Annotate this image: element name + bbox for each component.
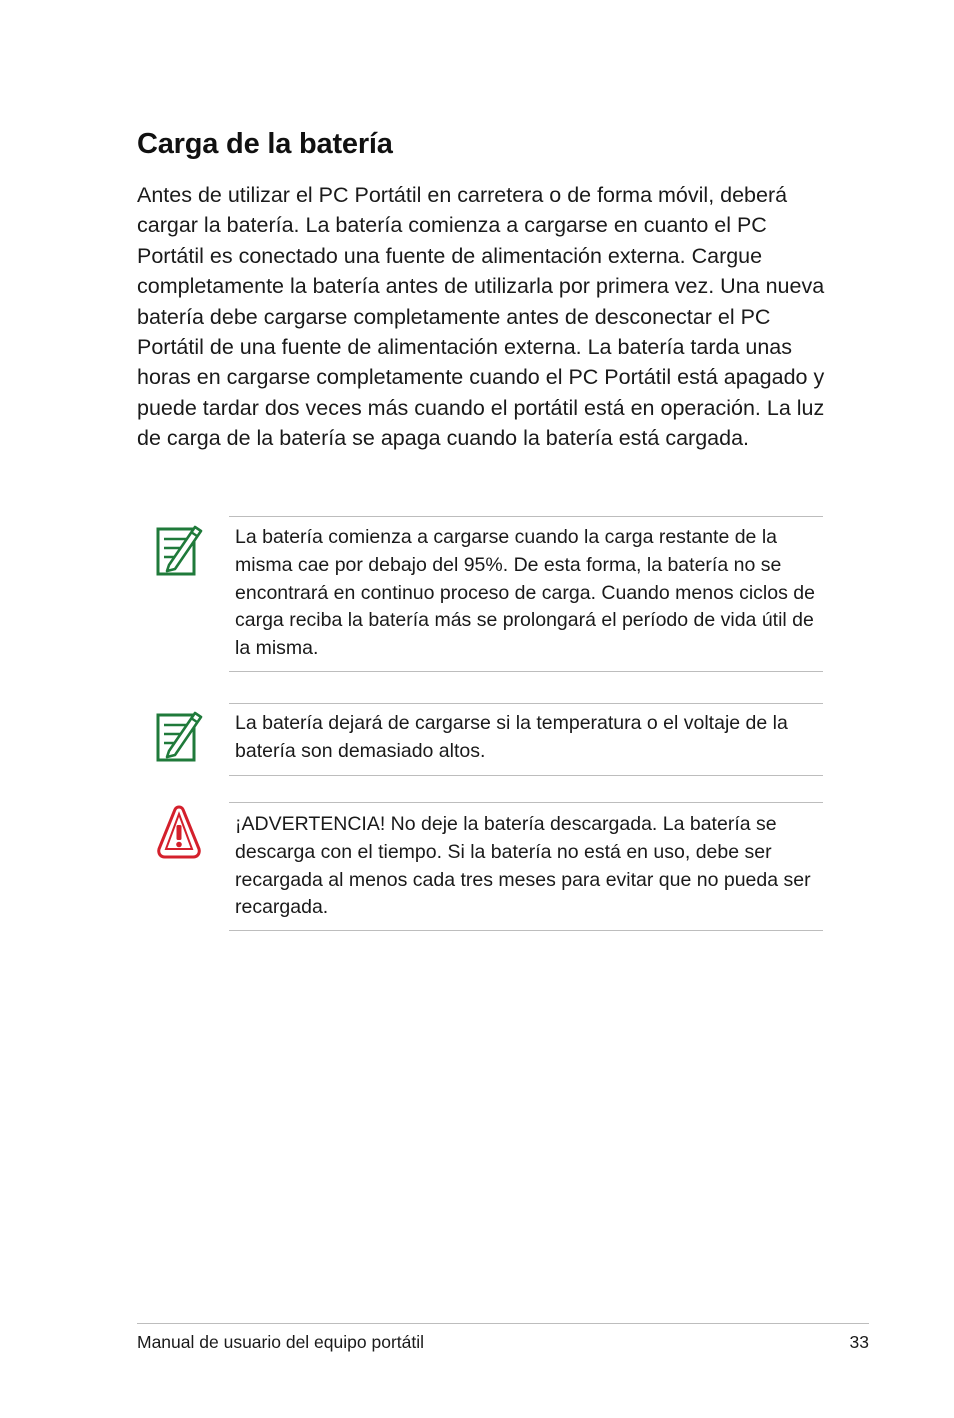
note-pencil-icon — [155, 519, 203, 577]
warning-text: ¡ADVERTENCIA! No deje la batería descargada. La batería se descarga con el tiempo. Si la batería no está en uso, debe ser recargada al menos cada tres meses para evitar que no pueda ser recargada. — [235, 813, 811, 919]
note-text: La batería dejará de cargarse si la temperatura o el voltaje de la batería son demasiado altos. — [235, 712, 788, 762]
note-box — [229, 703, 823, 776]
note-box — [229, 516, 823, 672]
note-pencil-icon — [155, 705, 203, 763]
page-number: 33 — [849, 1332, 869, 1352]
warning-box — [229, 802, 823, 931]
intro-paragraph: Antes de utilizar el PC Portátil en carretera o de forma móvil, deberá cargar la batería. La batería comienza a cargarse en cuanto el PC Portátil es conectado una fuente de alimentación externa. Cargue completamente la batería antes de utilizarla por primera vez. Una nueva batería debe cargarse completamente antes de desconectar el PC Portátil de una fuente de alimentación externa. La batería tarda unas horas en cargarse completamente cuando el PC Portátil está apagado y puede tardar dos veces más cuando el portátil está en operación. La luz de carga de la batería se apaga cuando la batería está cargada. — [137, 183, 825, 451]
warning-triangle-icon — [155, 803, 203, 861]
footer-divider — [137, 1323, 869, 1324]
note-text: La batería comienza a cargarse cuando la carga restante de la misma cae por debajo del 95%. De esta forma, la batería no se encontrará en continuo proceso de carga. Cuando menos ciclos de carga reciba la batería más se prolongará el período de vida útil de la misma. — [235, 526, 815, 660]
footer-title: Manual de usuario del equipo portátil — [137, 1332, 424, 1352]
page-title: Carga de la batería — [137, 128, 393, 160]
